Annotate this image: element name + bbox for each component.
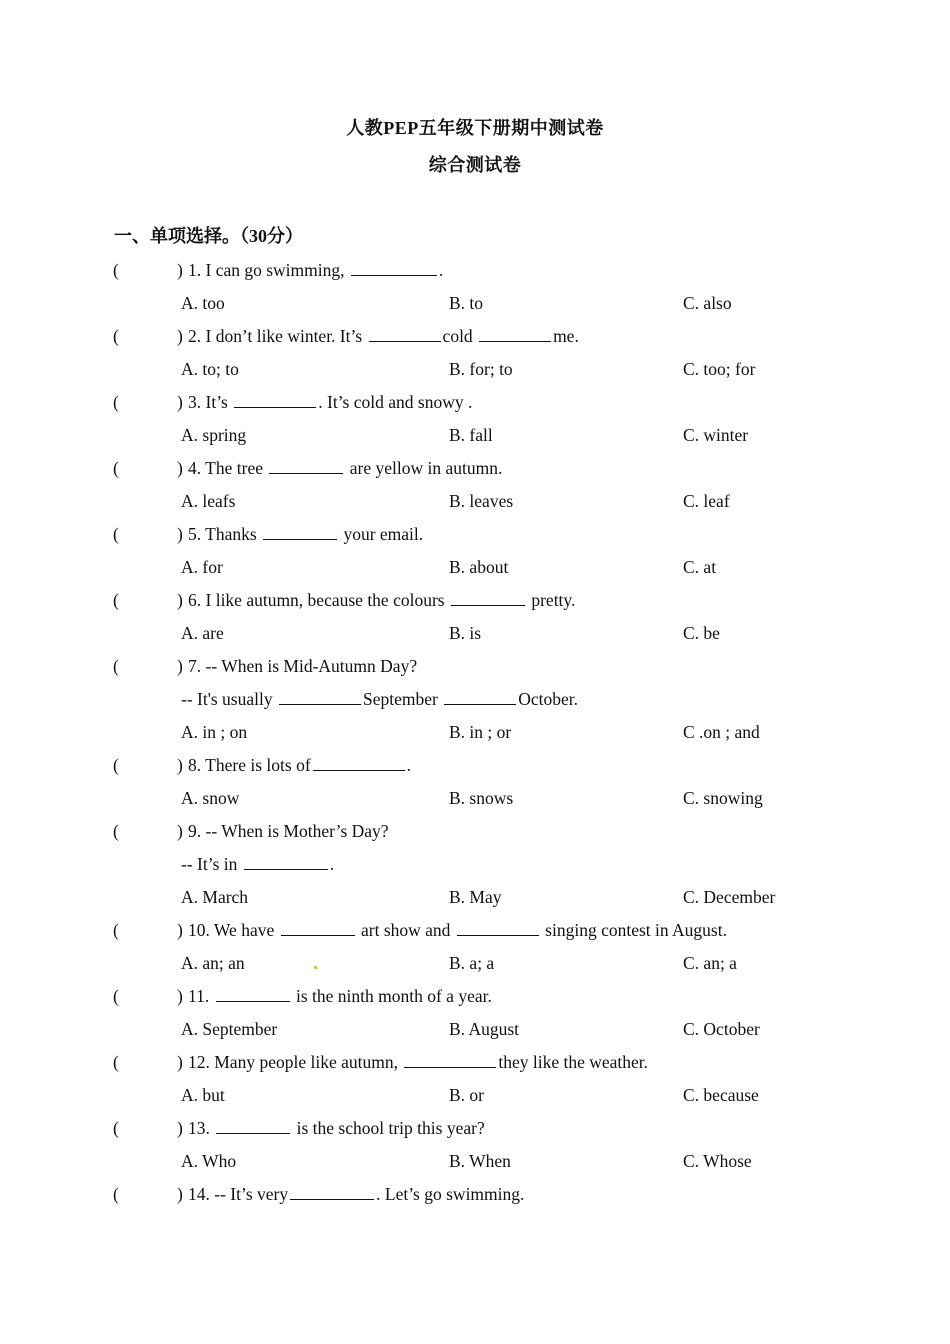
section-heading: 一、单项选择。（30分） <box>114 226 303 246</box>
option-b: B. or <box>449 1085 484 1105</box>
option-a: A. but <box>181 1085 225 1105</box>
option-b: B. about <box>449 557 509 577</box>
answer-blank[interactable] <box>216 985 290 1002</box>
option-c: C .on ; and <box>683 722 760 742</box>
question-text: -- It's usually September October. <box>181 689 578 709</box>
option-b: B. leaves <box>449 491 514 511</box>
option-c: C. December <box>683 887 776 907</box>
option-a: A. spring <box>181 425 247 445</box>
option-b: B. August <box>449 1019 520 1039</box>
question-text: -- It’s in . <box>181 854 335 874</box>
option-c: C. winter <box>683 425 749 445</box>
answer-blank[interactable] <box>269 457 343 474</box>
answer-blank[interactable] <box>444 688 516 705</box>
option-a: A. March <box>181 887 249 907</box>
option-b: B. to <box>449 293 484 313</box>
option-c: C. because <box>683 1085 759 1105</box>
question-text: 4. The tree are yellow in autumn. <box>188 458 503 478</box>
option-c: C. October <box>683 1019 760 1039</box>
question-text: 3. It’s . It’s cold and snowy . <box>188 392 473 412</box>
option-c: C. snowing <box>683 788 763 808</box>
question-text: 8. There is lots of . <box>188 755 412 775</box>
option-a: A. for <box>181 557 223 577</box>
question-text: 11. is the ninth month of a year. <box>188 986 492 1006</box>
option-c: C. be <box>683 623 720 643</box>
exam-subtitle: 综合测试卷 <box>428 155 522 175</box>
option-a: A. leafs <box>181 491 236 511</box>
option-a: A. too <box>181 293 225 313</box>
option-a: A. are <box>181 623 224 643</box>
answer-blank[interactable] <box>313 754 405 771</box>
question-text: 1. I can go swimming, . <box>188 260 444 280</box>
option-c: C. at <box>683 557 717 577</box>
answer-blank[interactable] <box>216 1117 290 1134</box>
question-text: 5. Thanks your email. <box>188 524 424 544</box>
answer-blank[interactable] <box>457 919 539 936</box>
option-b: B. snows <box>449 788 514 808</box>
option-a: A. Who <box>181 1151 237 1171</box>
question-text: 7. -- When is Mid-Autumn Day? <box>188 656 418 676</box>
option-a: A. snow <box>181 788 240 808</box>
option-a: A. in ; on <box>181 722 248 742</box>
option-a: A. September <box>181 1019 278 1039</box>
question-text: 14. -- It’s very . Let’s go swimming. <box>188 1184 525 1204</box>
answer-blank[interactable] <box>244 853 328 870</box>
answer-blank[interactable] <box>281 919 355 936</box>
option-c: C. Whose <box>683 1151 752 1171</box>
answer-blank[interactable] <box>290 1183 374 1200</box>
question-text: 6. I like autumn, because the colours pretty. <box>188 590 576 610</box>
question-text: 12. Many people like autumn, they like the weather. <box>188 1052 649 1072</box>
question-text: 13. is the school trip this year? <box>188 1118 485 1138</box>
option-c: C. leaf <box>683 491 730 511</box>
answer-blank[interactable] <box>404 1051 496 1068</box>
option-b: B. in ; or <box>449 722 512 742</box>
exam-title: 人教PEP五年级下册期中测试卷 <box>346 118 604 138</box>
option-b: B. is <box>449 623 482 643</box>
option-c: C. also <box>683 293 732 313</box>
option-b: B. a; a <box>449 953 495 973</box>
option-a: A. an; an <box>181 953 245 973</box>
question-text: 9. -- When is Mother’s Day? <box>188 821 389 841</box>
question-text: 2. I don’t like winter. It’s cold me. <box>188 326 579 346</box>
scan-speck <box>314 966 317 969</box>
option-a: A. to; to <box>181 359 239 379</box>
option-c: C. too; for <box>683 359 756 379</box>
option-c: C. an; a <box>683 953 737 973</box>
option-b: B. When <box>449 1151 511 1171</box>
answer-blank[interactable] <box>479 325 551 342</box>
answer-blank[interactable] <box>451 589 525 606</box>
answer-blank[interactable] <box>263 523 337 540</box>
option-b: B. May <box>449 887 502 907</box>
option-b: B. fall <box>449 425 493 445</box>
answer-blank[interactable] <box>279 688 361 705</box>
answer-blank[interactable] <box>234 391 316 408</box>
question-text: 10. We have art show and singing contest in August. <box>188 920 727 940</box>
answer-blank[interactable] <box>369 325 441 342</box>
answer-blank[interactable] <box>351 259 437 276</box>
option-b: B. for; to <box>449 359 513 379</box>
